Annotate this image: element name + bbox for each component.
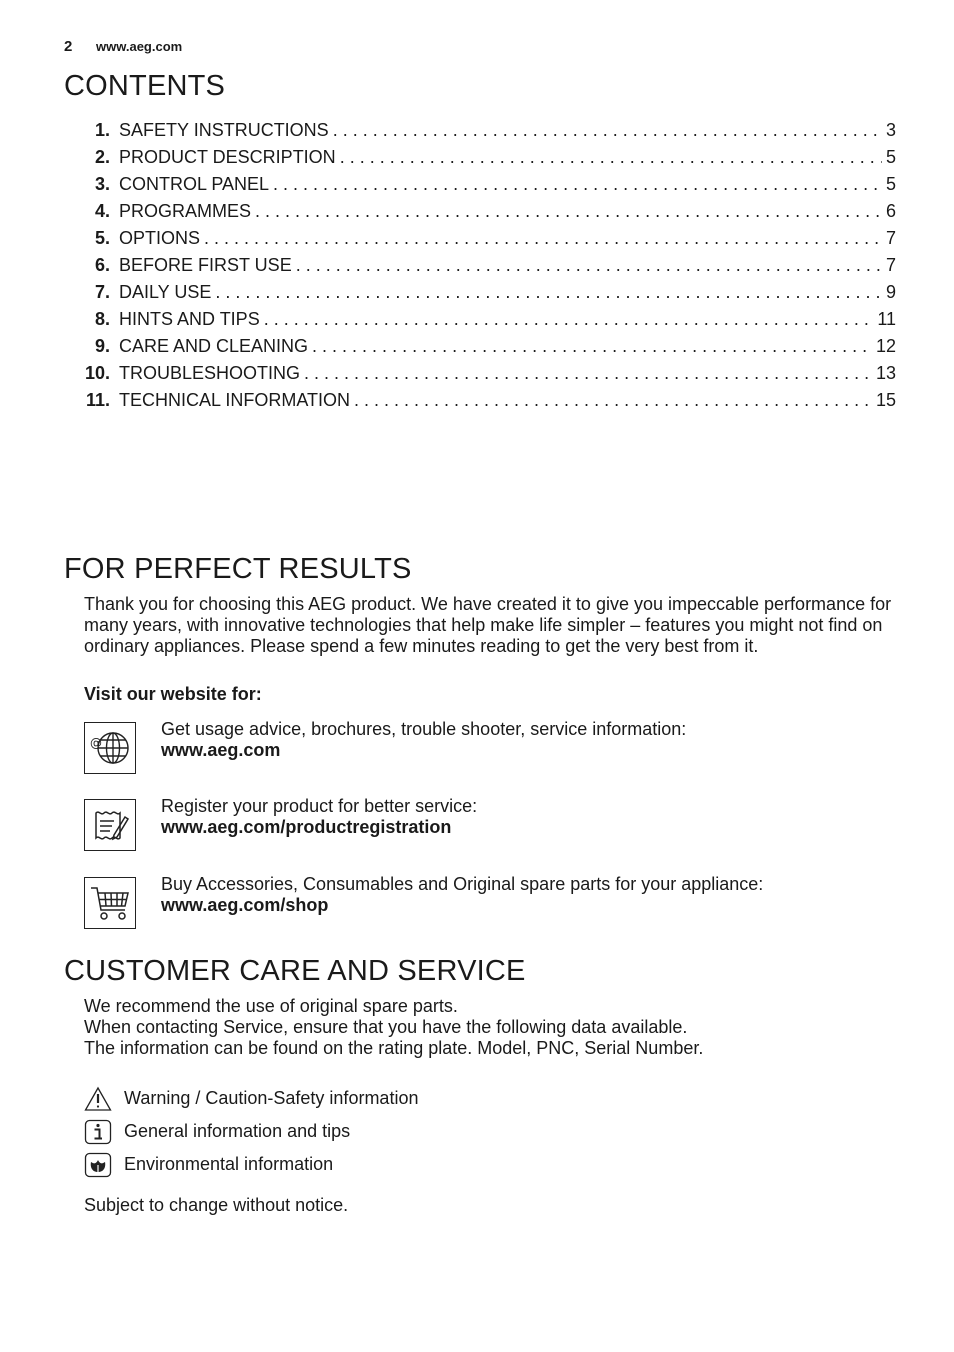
care-line: The information can be found on the rating plate. Model, PNC, Serial Number. [84,1038,704,1058]
toc-item-number: 4. [94,201,110,221]
toc-item-title: OPTIONS [119,228,201,248]
table-of-contents [64,120,896,417]
toc-item-number: 6. [94,255,110,275]
intro-paragraph: Thank you for choosing this AEG product. We have created it to give you impeccable performance for many years, with innovative technologies that help make life simpler – features you might not find on ordinary appliances. Please spend a few minutes reading to get the very best from it. [84,594,892,656]
visit-label: Visit our website for: [84,684,262,704]
link-row-web [84,719,896,778]
toc-leader [255,201,882,222]
environment-icon [84,1152,112,1178]
toc-item-title: PROGRAMMES [119,201,252,221]
toc-item-page: 7 [885,228,896,248]
registration-icon [84,799,136,851]
toc-item-title: TROUBLESHOOTING [119,363,301,383]
toc-item[interactable] [64,174,896,201]
product-registration-link[interactable]: www.aeg.com/productregistration [161,817,452,837]
link-description: Buy Accessories, Consumables and Original spare parts for your appliance: [161,874,764,894]
website-link[interactable]: www.aeg.com [161,740,281,760]
legend-text: General information and tips [124,1121,351,1141]
toc-item[interactable] [64,309,896,336]
toc-leader [354,390,872,411]
toc-item-page: 13 [875,363,896,383]
toc-item-title: BEFORE FIRST USE [119,255,292,275]
contents-heading: CONTENTS [64,70,226,102]
care-line: We recommend the use of original spare parts. [84,996,458,1016]
toc-item-page: 7 [885,255,896,275]
toc-leader [215,282,882,303]
toc-leader [312,336,872,357]
toc-leader [304,363,872,384]
toc-leader [264,309,874,330]
svg-text:@: @ [90,736,102,750]
info-icon [84,1119,112,1145]
page-number: 2 [64,38,73,55]
page-header [64,38,182,58]
link-row-shop [84,874,896,933]
legend-text: Warning / Caution-Safety information [124,1088,419,1108]
toc-item-title: PRODUCT DESCRIPTION [119,147,336,167]
toc-item[interactable] [64,120,896,147]
header-site: www.aeg.com [96,39,183,54]
care-paragraph [84,996,703,1059]
toc-item-title: DAILY USE [119,282,212,302]
care-heading: CUSTOMER CARE AND SERVICE [64,955,526,987]
toc-item[interactable] [64,390,896,417]
symbol-legend [84,1082,418,1181]
toc-item-page: 5 [885,174,896,194]
toc-item-number: 2. [94,147,110,167]
toc-leader [333,120,882,141]
link-description: Get usage advice, brochures, trouble shooter, service information: [161,719,687,739]
shop-link[interactable]: www.aeg.com/shop [161,895,329,915]
toc-item-number: 10. [84,363,110,383]
toc-item[interactable] [64,336,896,363]
toc-item-number: 3. [94,174,110,194]
toc-item-number: 5. [94,228,110,248]
globe-icon [84,722,136,774]
toc-item[interactable] [64,282,896,309]
toc-item[interactable] [64,255,896,282]
link-description: Register your product for better service: [161,796,478,816]
toc-item-page: 9 [885,282,896,302]
toc-item-page: 15 [875,390,896,410]
legend-text: Environmental information [124,1154,334,1174]
toc-item-title: CARE AND CLEANING [119,336,309,356]
toc-item-number: 9. [94,336,110,356]
toc-item[interactable] [64,201,896,228]
legend-item [84,1082,418,1115]
toc-item-page: 3 [885,120,896,140]
toc-item-number: 8. [94,309,110,329]
toc-item-title: CONTROL PANEL [119,174,270,194]
toc-leader [204,228,882,249]
shopping-cart-icon [84,877,136,929]
toc-item-number: 7. [94,282,110,302]
toc-leader [273,174,882,195]
care-line: When contacting Service, ensure that you have the following data available. [84,1017,688,1037]
toc-item-title: HINTS AND TIPS [119,309,260,329]
toc-item-page: 5 [885,147,896,167]
legend-item [84,1148,418,1181]
toc-item-page: 11 [877,309,896,329]
toc-leader [296,255,882,276]
toc-item-page: 12 [875,336,896,356]
legend-item [84,1115,418,1148]
toc-item[interactable] [64,363,896,390]
results-heading: FOR PERFECT RESULTS [64,553,412,585]
toc-item-page: 6 [885,201,896,221]
link-row-registration [84,796,896,855]
toc-leader [340,147,882,168]
change-notice: Subject to change without notice. [84,1195,349,1215]
toc-item[interactable] [64,147,896,174]
toc-item-title: SAFETY INSTRUCTIONS [119,120,329,140]
toc-item-number: 11. [85,390,110,410]
toc-item-number: 1. [94,120,110,140]
warning-icon [84,1086,112,1112]
toc-item-title: TECHNICAL INFORMATION [119,390,351,410]
toc-item[interactable] [64,228,896,255]
